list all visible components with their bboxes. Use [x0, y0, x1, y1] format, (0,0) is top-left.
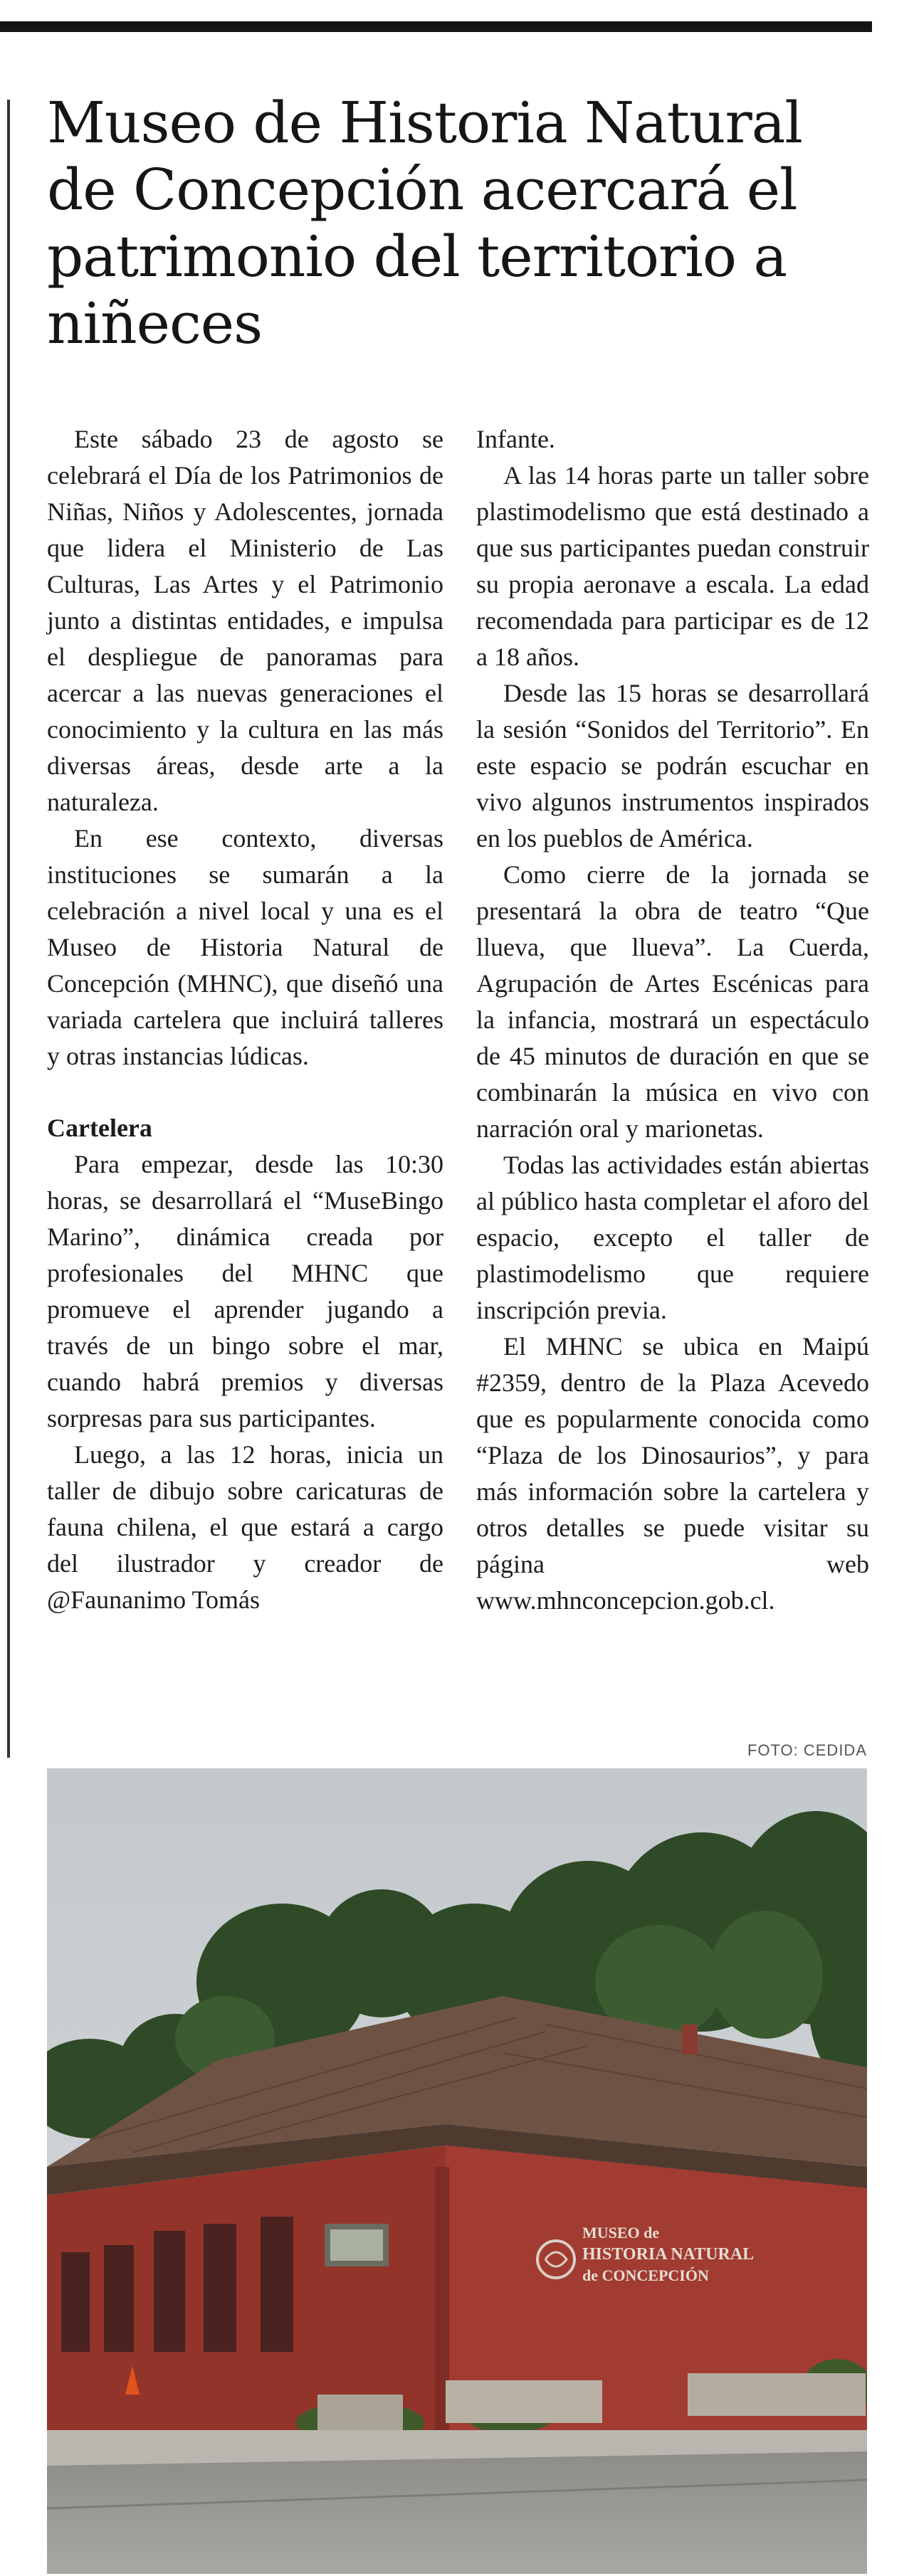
- top-rule: [0, 21, 872, 32]
- paragraph: Desde las 15 horas se desarrollará la sesión “Sonidos del Territorio”. En este espacio se podrán escuchar en vivo algunos instrumentos inspirados en los pueblos de América.: [476, 679, 869, 852]
- museum-building-illustration: [47, 1768, 867, 2574]
- section-subhead: Cartelera: [47, 1114, 152, 1142]
- paragraph: Como cierre de la jornada se presentará la obra de teatro “Que llueva, que llueva”. La Cuerda, Agrupación de Artes Escénicas para la infancia, mostrará un espectáculo de 45 minutos de duración en que se combinarán la música en vivo con narración oral y marionetas.: [476, 860, 869, 1143]
- paragraph: Este sábado 23 de agosto se celebrará el Día de los Patrimonios de Niñas, Niños y Adolescentes, jornada que lidera el Ministerio de Las Culturas, Las Artes y el Patrimonio junto a distintas entidades, e impulsa el despliegue de panoramas para acercar a las nuevas generaciones el conocimiento y la cultura en las más diversas áreas, desde arte a la naturaleza.: [47, 425, 443, 816]
- paragraph: Luego, a las 12 horas, inicia un taller de dibujo sobre caricaturas de fauna chilena, el que estará a cargo del ilustrador y creador de @Faunanimo Tomás: [47, 1440, 443, 1614]
- sign-line-2: HISTORIA NATURAL: [582, 2245, 755, 2264]
- article-column-right: [476, 421, 869, 1619]
- paragraph: Para empezar, desde las 10:30 horas, se desarrollará el “MuseBingo Marino”, dinámica creada por profesionales del MHNC que promueve el aprender jugando a través de un bingo sobre el mar, cuando habrá premios y diversas sorpresas para sus participantes.: [47, 1150, 443, 1432]
- article-column-left: [47, 421, 443, 1618]
- sign-line-3: de CONCEPCIÓN: [582, 2266, 709, 2284]
- road: [47, 2451, 867, 2574]
- paragraph: El MHNC se ubica en Maipú #2359, dentro de la Plaza Acevedo que es popularmente conocida como “Plaza de los Dinosaurios”, y para más información sobre la cartelera y otros detalles se puede visitar su página web www.mhnconcepcion.gob.cl.: [476, 1332, 869, 1615]
- paragraph: En ese contexto, diversas instituciones se sumarán a la celebración a nivel local y una es el Museo de Historia Natural de Concepción (MHNC), que diseñó una variada cartelera que incluirá talleres y otras instancias lúdicas.: [47, 824, 443, 1070]
- article-headline: Museo de Historia Natural de Concepción acercará el patrimonio del territorio a niñeces: [47, 90, 802, 357]
- photo-credit: FOTO: CEDIDA: [747, 1741, 867, 1759]
- museum-photo: [47, 1768, 867, 2574]
- paragraph: A las 14 horas parte un taller sobre plastimodelismo que está destinado a que sus participantes puedan construir su propia aeronave a escala. La edad recomendada para participar es de 12 a 18 años.: [476, 461, 869, 671]
- paragraph: Infante.: [476, 425, 555, 453]
- stone-wall: [446, 2380, 602, 2423]
- sign-line-1: MUSEO de: [582, 2224, 660, 2242]
- paragraph: Todas las actividades están abiertas al público hasta completar el aforo del espacio, excepto el taller de plastimodelismo que requiere inscripción previa.: [476, 1151, 869, 1324]
- left-column-rule: [7, 100, 10, 1758]
